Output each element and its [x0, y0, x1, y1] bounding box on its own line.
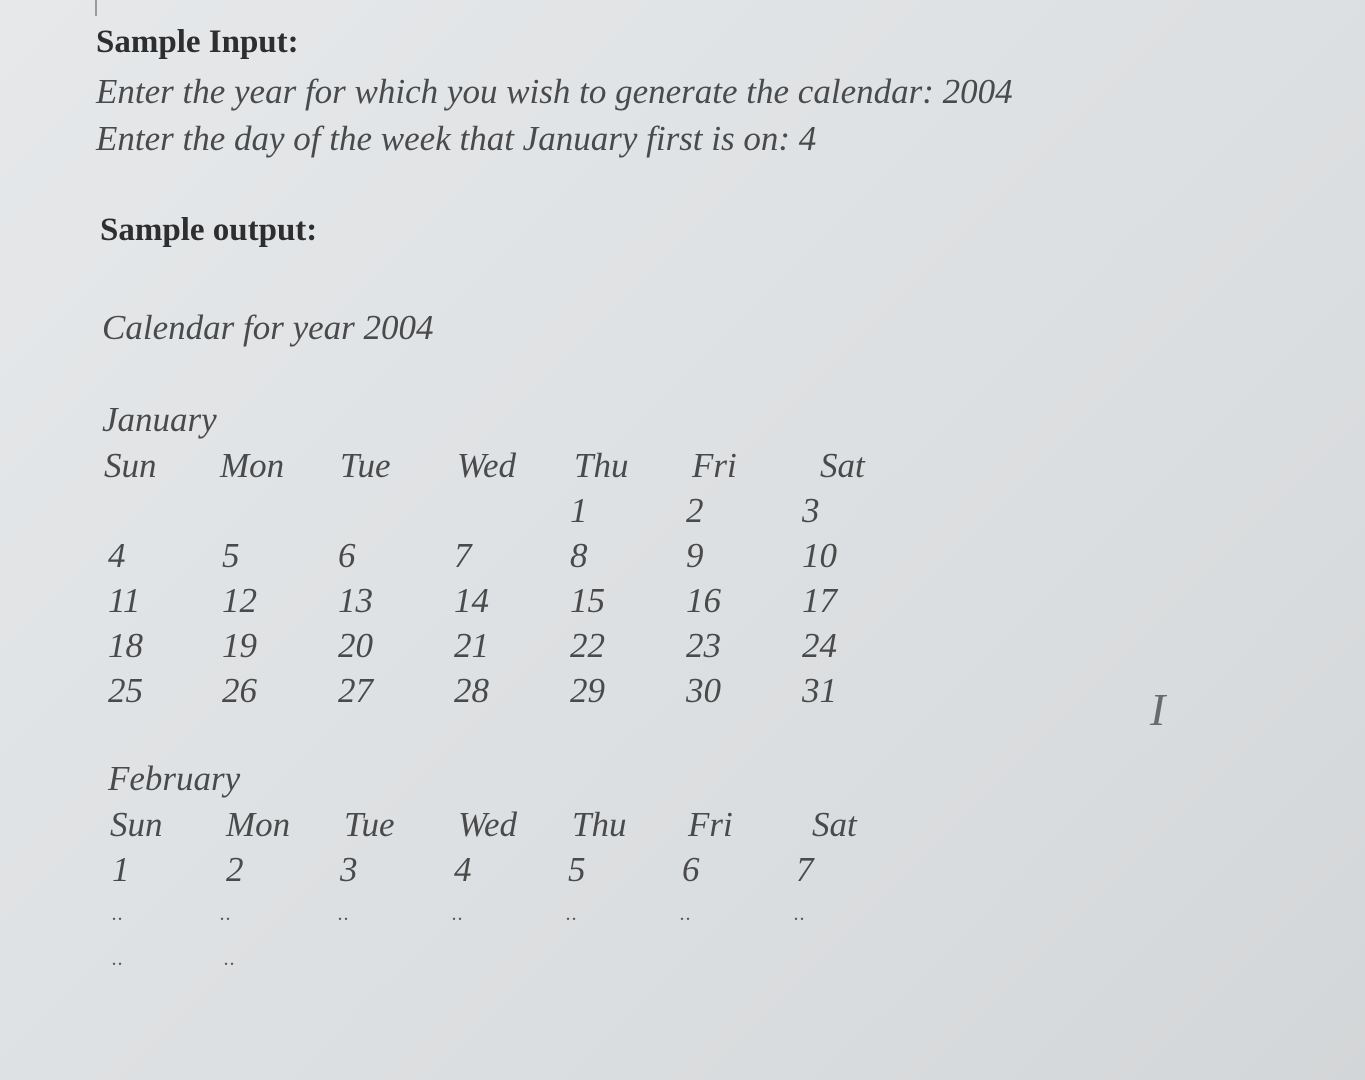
weekday-thu: Thu [574, 446, 629, 485]
month-february [108, 756, 908, 982]
month-january [102, 397, 902, 713]
day-cell: 6 [682, 850, 700, 889]
ellipsis-row [108, 937, 908, 982]
day-cell: 29 [570, 671, 605, 710]
month-name: February [108, 759, 241, 798]
day-cell: 10 [802, 536, 837, 575]
day-cell: 1 [570, 491, 588, 530]
day-cell: 16 [686, 581, 721, 620]
weekday-fri: Fri [688, 805, 733, 844]
day-cell: 7 [454, 536, 472, 575]
day-cell: 18 [108, 626, 143, 665]
week-row [102, 578, 902, 623]
day-cell: 3 [802, 491, 820, 530]
day-cell: 13 [338, 581, 373, 620]
ellipsis-cell: .. [224, 948, 236, 970]
day-cell: 26 [222, 671, 257, 710]
ellipsis-cell: .. [680, 903, 692, 925]
weekday-tue: Tue [344, 805, 395, 844]
day-cell: 6 [338, 536, 356, 575]
day-cell: 2 [686, 491, 704, 530]
day-cell: 27 [338, 671, 373, 710]
ellipsis-cell: .. [794, 903, 806, 925]
weekday-mon: Mon [220, 446, 285, 485]
sample-input-line-year: Enter the year for which you wish to generate the calendar: 2004 [96, 72, 1013, 111]
weekday-sat: Sat [812, 805, 857, 844]
day-cell: 23 [686, 626, 721, 665]
day-cell: 14 [454, 581, 489, 620]
sample-input-heading: Sample Input: [96, 24, 299, 60]
ellipsis-cell: .. [220, 903, 232, 925]
weekday-sun: Sun [110, 805, 163, 844]
weekday-sun: Sun [104, 446, 157, 485]
week-row [108, 847, 908, 892]
text-cursor-icon: I [1150, 684, 1166, 735]
weekday-fri: Fri [692, 446, 737, 485]
day-cell: 1 [112, 850, 130, 889]
weekday-mon: Mon [226, 805, 291, 844]
sample-input-line-weekday: Enter the day of the week that January first is on: 4 [96, 119, 817, 158]
day-cell: 24 [802, 626, 837, 665]
week-row [102, 623, 902, 668]
day-cell: 9 [686, 536, 704, 575]
weekday-thu: Thu [572, 805, 627, 844]
day-cell: 21 [454, 626, 489, 665]
day-cell: 15 [570, 581, 605, 620]
day-cell: 22 [570, 626, 605, 665]
day-cell: 25 [108, 671, 143, 710]
weekday-tue: Tue [340, 446, 391, 485]
month-name: January [102, 400, 217, 439]
day-cell: 30 [686, 671, 721, 710]
ellipsis-cell: .. [452, 903, 464, 925]
day-cell: 5 [222, 536, 240, 575]
day-cell: 11 [108, 581, 141, 620]
day-cell: 4 [108, 536, 126, 575]
day-cell: 3 [340, 850, 358, 889]
day-cell: 7 [796, 850, 814, 889]
day-cell: 20 [338, 626, 373, 665]
ellipsis-cell: .. [112, 903, 124, 925]
calendar-title: Calendar for year 2004 [102, 308, 434, 347]
weekday-header-row [102, 443, 902, 488]
weekday-sat: Sat [820, 446, 865, 485]
day-cell: 31 [802, 671, 837, 710]
day-cell: 8 [570, 536, 588, 575]
ellipsis-cell: .. [338, 903, 350, 925]
day-cell: 5 [568, 850, 586, 889]
ellipsis-row [108, 892, 908, 937]
weekday-wed: Wed [458, 805, 517, 844]
day-cell: 28 [454, 671, 489, 710]
day-cell: 4 [454, 850, 472, 889]
weekday-header-row [108, 802, 908, 847]
week-row [102, 668, 902, 713]
day-cell: 2 [226, 850, 244, 889]
day-cell: 19 [222, 626, 257, 665]
ellipsis-cell: .. [112, 948, 124, 970]
weekday-wed: Wed [457, 446, 516, 485]
week-row [102, 533, 902, 578]
week-row [102, 488, 902, 533]
day-cell: 12 [222, 581, 257, 620]
text-margin-marker [95, 0, 97, 16]
day-cell: 17 [802, 581, 837, 620]
sample-output-heading: Sample output: [100, 212, 318, 248]
ellipsis-cell: .. [566, 903, 578, 925]
